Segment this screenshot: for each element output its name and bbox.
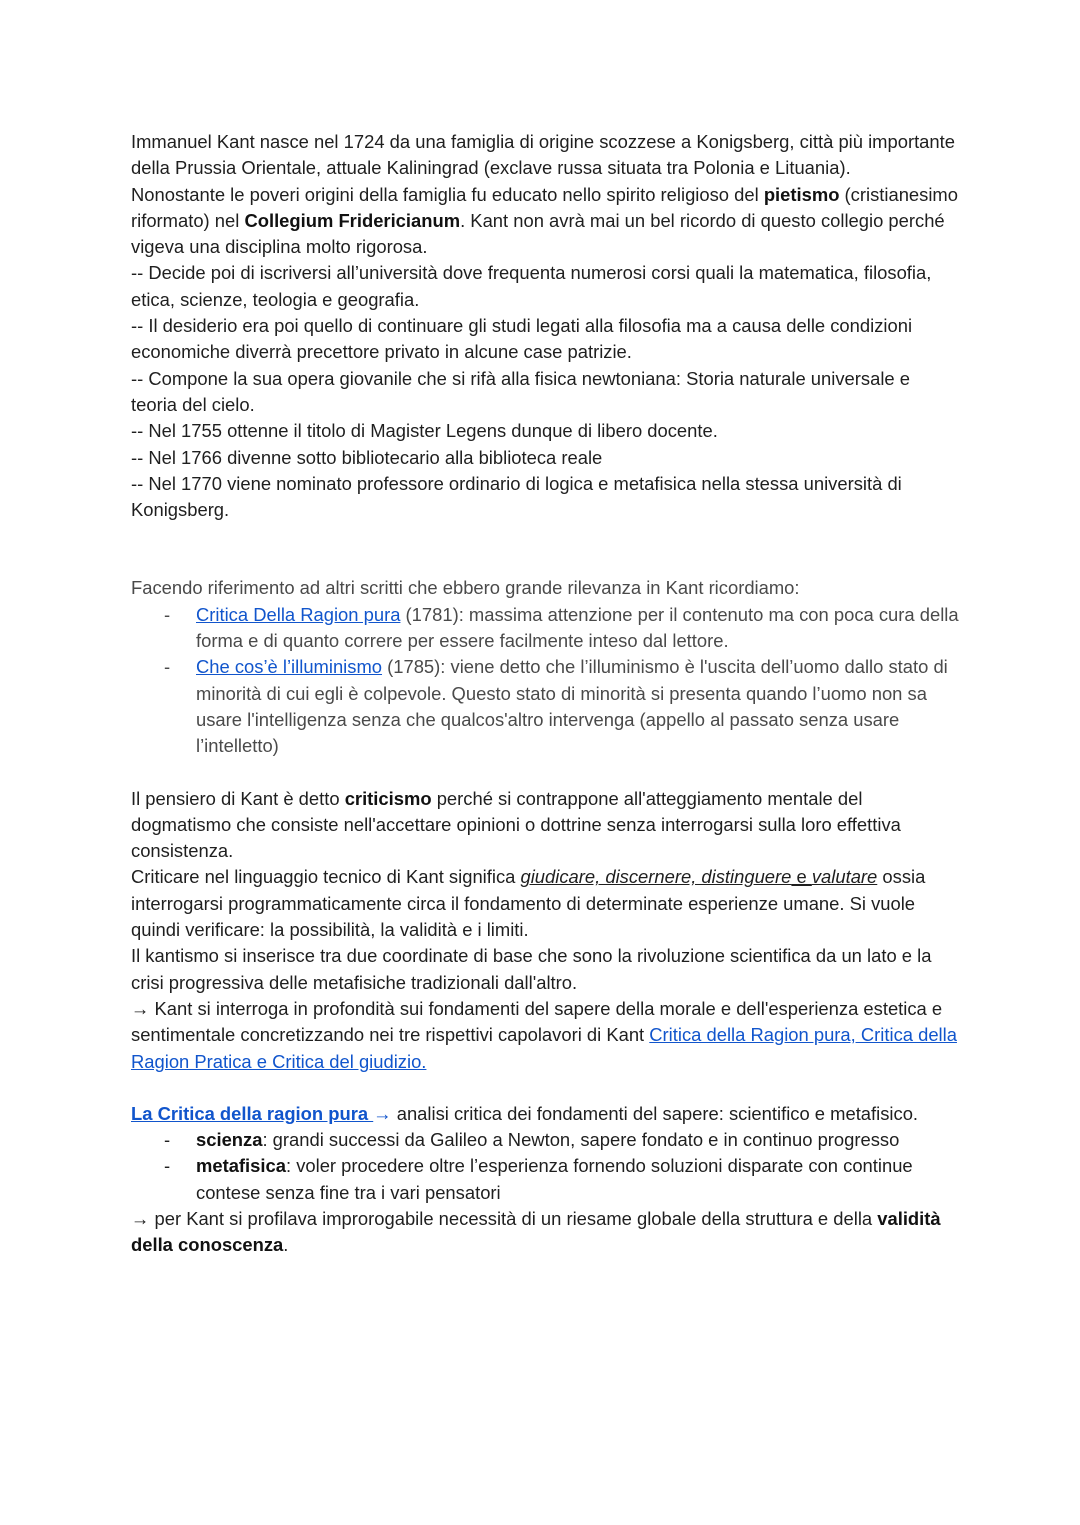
link-critica-ragion-pura[interactable]: Critica Della Ragion pura bbox=[196, 603, 401, 625]
criticismo-paragraph bbox=[131, 786, 961, 865]
writings-intro: Facendo riferimento ad altri scritti che ebbero grande rilevanza in Kant ricordiamo: bbox=[131, 577, 800, 599]
list-item bbox=[131, 1153, 961, 1206]
bold-term-pietismo: pietismo bbox=[763, 183, 840, 205]
text-run: Il pensiero di Kant è detto bbox=[131, 787, 345, 809]
list-item-text: (1781): massima attenzione per il contenuto ma con poca cura della forma e di quanto correre per essere facilmente inteso dal lettore. bbox=[196, 603, 959, 652]
bio-item-1755: -- Nel 1755 ottenne il titolo di Magister Legens dunque di libero docente. bbox=[131, 420, 718, 442]
spacer bbox=[131, 1075, 961, 1101]
underlined-verb-valutare: valutare bbox=[811, 866, 878, 888]
text-run: → Kant si interroga in profondità sui fondamenti del sapere della morale e dell'esperienza estetica e sentimentale concretizzando nei tre rispettivi capolavori di Kant bbox=[131, 997, 943, 1046]
spacer bbox=[131, 760, 961, 786]
bio-item-opera-giovanile: -- Compone la sua opera giovanile che si rifà alla fisica newtoniana: Storia naturale universale e teoria del cielo. bbox=[131, 367, 910, 415]
conclusion-paragraph bbox=[131, 1206, 961, 1259]
kantismo-paragraph: Il kantismo si inserisce tra due coordinate di base che sono la rivoluzione scientifica da un lato e la crisi progressiva delle metafisiche tradizionali dall'altro. bbox=[131, 945, 932, 993]
link-che-cose-illuminismo[interactable]: Che cos’è l’illuminismo bbox=[196, 656, 383, 678]
link-critica-ragion-pura-heading[interactable]: La Critica della ragion pura bbox=[131, 1102, 374, 1124]
bio-paragraph-2 bbox=[131, 182, 961, 261]
arrow-icon: → bbox=[373, 1102, 392, 1124]
document-page bbox=[131, 129, 961, 1259]
text-run: (cristianesimo riformato) nel bbox=[131, 183, 958, 231]
text-run: Criticare nel linguaggio tecnico di Kant significa bbox=[131, 866, 521, 888]
bio-item-1770: -- Nel 1770 viene nominato professore ordinario di logica e metafisica nella stessa università di Konigsberg. bbox=[131, 472, 902, 521]
link-tre-critiche[interactable]: Critica della Ragion pura, Critica della Ragion Pratica e Critica del giudizio. bbox=[131, 1024, 957, 1072]
bio-paragraph-1: Immanuel Kant nasce nel 1724 da una famiglia di origine scozzese a Konigsberg, città più importante della Prussia Orientale, attuale Kaliningrad (exclave russa situata tra Polonia e Lituania). bbox=[131, 131, 955, 179]
capolavori-paragraph bbox=[131, 996, 961, 1075]
text-run: . Kant non avrà mai un bel ricordo di questo collegio perché vigeva una disciplina molto rigorosa. bbox=[131, 209, 945, 258]
writings-list bbox=[131, 602, 961, 760]
bio-item-precettore: -- Il desiderio era poi quello di continuare gli studi legati alla filosofia ma a causa delle condizioni economiche diverrà precettore privato in alcune case patrizie. bbox=[131, 315, 913, 363]
list-item bbox=[131, 654, 961, 759]
text-run: → per Kant si profilava improrogabile necessità di un riesame globale della struttura e della bbox=[131, 1207, 878, 1229]
bio-item-university: -- Decide poi di iscriversi all’università dove frequenta numerosi corsi quali la matematica, filosofia, etica, scienze, teologia e geografia. bbox=[131, 262, 932, 310]
text-run: Nonostante le poveri origini della famiglia fu educato nello spirito religioso del bbox=[131, 183, 764, 205]
list-item bbox=[131, 1127, 961, 1153]
text-run: analisi critica dei fondamenti del sapere: scientifico e metafisico. bbox=[391, 1102, 919, 1124]
list-item-text: (1785): viene detto che l’illuminismo è l'uscita dell’uomo dallo stato di minorità di cui egli è colpevole. Questo stato di minorità si presenta quando l’uomo non sa usare l'intelligenza senza che qualcos'altro intervenga (appello al passato senza usare l’intelletto) bbox=[196, 656, 948, 757]
bio-item-1766: -- Nel 1766 divenne sotto bibliotecario alla biblioteca reale bbox=[131, 446, 603, 468]
bold-term-criticismo: criticismo bbox=[344, 787, 432, 809]
list-item-text: : grandi successi da Galileo a Newton, sapere fondato e in continuo progresso bbox=[262, 1129, 900, 1151]
list-item-text: : voler procedere oltre l’esperienza fornendo soluzioni disparate con continue contese senza fine tra i vari pensatori bbox=[196, 1155, 913, 1203]
bold-term-validita: validità della conoscenza bbox=[131, 1207, 941, 1256]
spacer bbox=[131, 523, 961, 575]
underlined-verbs: giudicare, discernere, distinguere bbox=[520, 866, 792, 888]
bold-term-collegium: Collegium Fridericianum bbox=[244, 209, 461, 231]
bold-term-scienza: scienza bbox=[196, 1129, 263, 1151]
sapere-list bbox=[131, 1127, 961, 1206]
text-run: ossia interrogarsi programmaticamente circa il fondamento di determinate esperienze umane. Si vuole quindi verificare: la possibilità, la validità e i limiti. bbox=[131, 866, 926, 941]
critica-heading bbox=[131, 1101, 961, 1127]
list-item bbox=[131, 602, 961, 655]
text-run: perché si contrappone all'atteggiamento mentale del dogmatismo che consiste nell'accettare opinioni o dottrine senza interrogarsi sulla loro effettiva consistenza. bbox=[131, 787, 901, 862]
criticare-paragraph bbox=[131, 864, 961, 943]
text-run: e bbox=[791, 866, 812, 888]
text-run: . bbox=[283, 1234, 289, 1256]
bold-term-metafisica: metafisica bbox=[196, 1155, 286, 1177]
